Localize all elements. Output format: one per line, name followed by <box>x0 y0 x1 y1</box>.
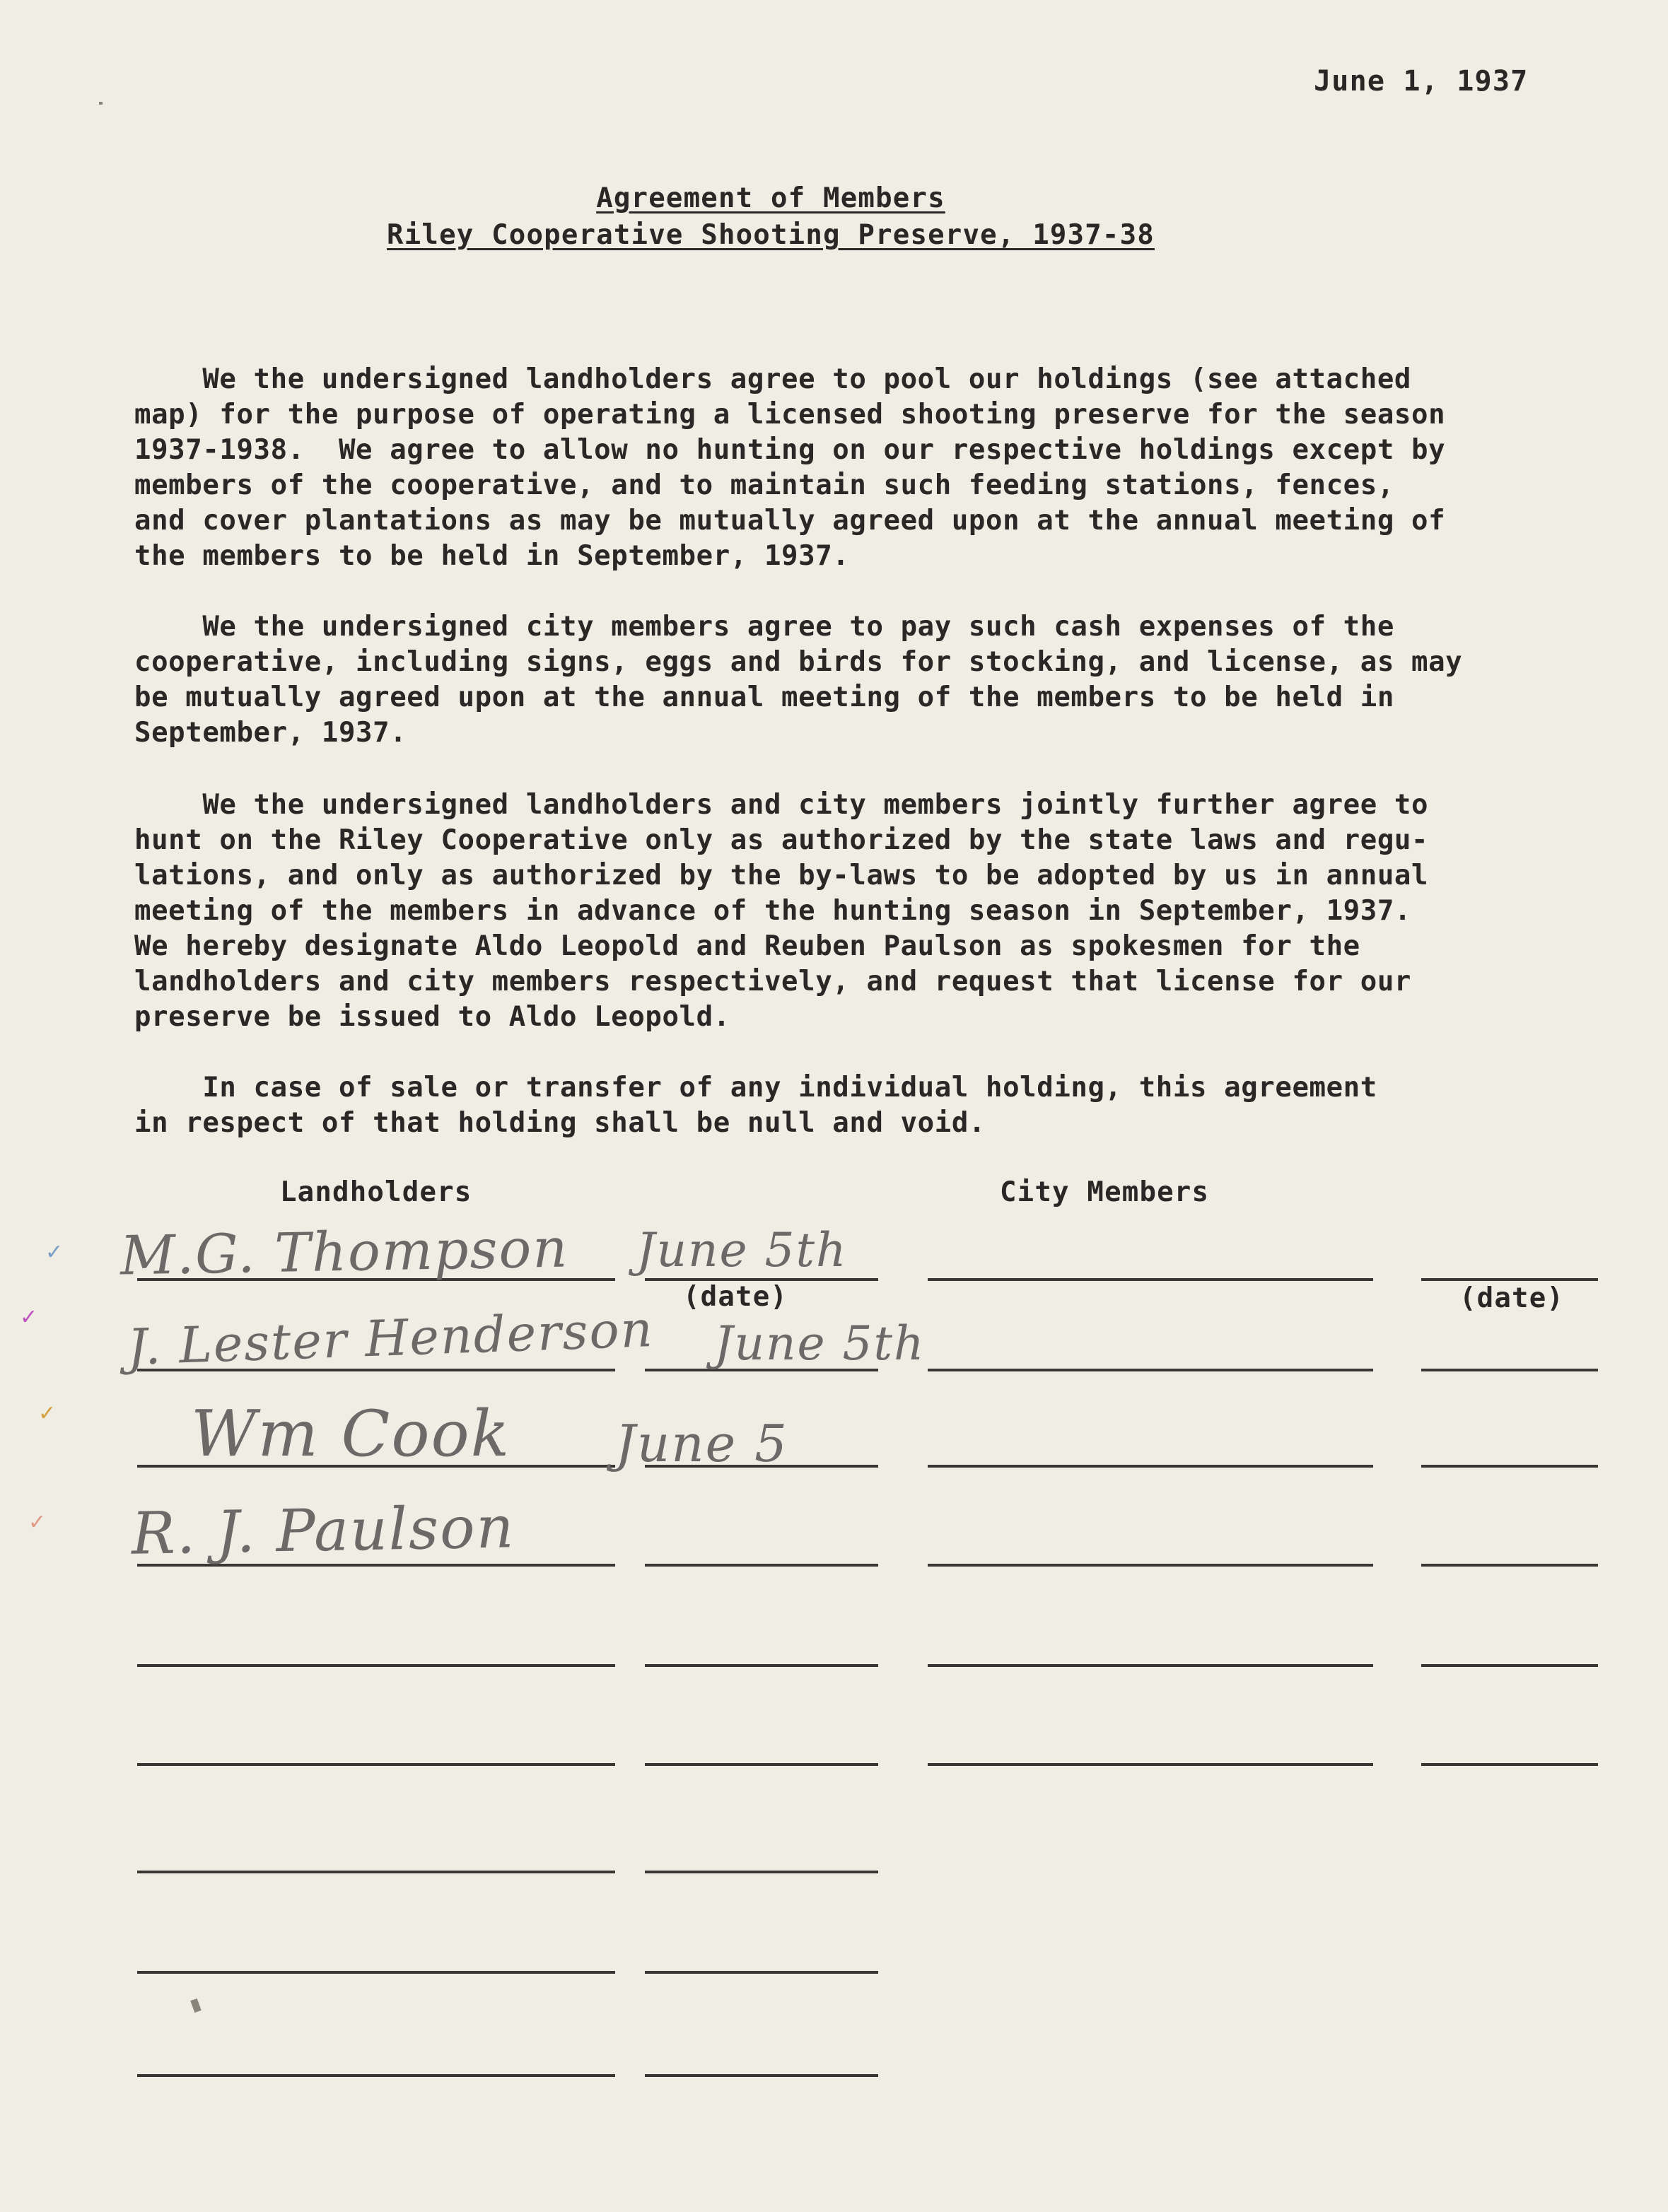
city-member-signature-line <box>928 1465 1373 1468</box>
landholder-signature-line <box>137 1871 615 1873</box>
landholder-date-line <box>645 1763 878 1766</box>
city-member-date-line <box>1421 1664 1598 1667</box>
document-date: June 1, 1937 <box>1314 65 1529 98</box>
landholder-date-line <box>645 1871 878 1873</box>
city-members-heading: City Members <box>1000 1176 1210 1208</box>
city-member-signature-line <box>928 1664 1373 1667</box>
city-members-date-label: (date) <box>1459 1282 1565 1314</box>
city-member-date-line <box>1421 1763 1598 1766</box>
city-member-signature-line <box>928 1369 1373 1371</box>
city-member-signature-line <box>928 1763 1373 1766</box>
landholders-date-label: (date) <box>683 1281 788 1313</box>
paragraph-landholders: We the undersigned landholders agree to pool our holdings (see attached map) for the purpose of operating a licensed shooting preserve for the season 1937-1938. We agree to allow no hunting on our respective holdings except by members of the cooperative, and to maintain such feeding stations, fences, and cover plantations as may be mutually agreed upon at the annual meeting of the members to be held in September, 1937. <box>134 363 1446 572</box>
landholder-date-line <box>645 1664 878 1667</box>
signature-henderson: J. Lester Henderson <box>126 1300 655 1376</box>
check-mark-icon: ✓ <box>20 1305 38 1330</box>
landholder-date-line <box>645 1278 878 1281</box>
signature-date-thompson: June 5th <box>636 1223 848 1277</box>
landholder-signature-line <box>137 1664 615 1667</box>
paragraph-sale-transfer: In case of sale or transfer of any individual holding, this agreement in respect of that holding shall be null and void. <box>134 1072 1377 1139</box>
paper-speck <box>99 102 103 105</box>
city-member-date-line <box>1421 1564 1598 1567</box>
city-member-date-line <box>1421 1369 1598 1371</box>
city-member-date-line <box>1421 1278 1598 1281</box>
landholder-date-line <box>645 2074 878 2077</box>
city-member-signature-line <box>928 1278 1373 1281</box>
title-line-2: Riley Cooperative Shooting Preserve, 1937-38 <box>387 219 1155 251</box>
paper-speck <box>190 1999 202 2013</box>
title-line-1: Agreement of Members <box>596 182 945 214</box>
check-mark-icon: ✓ <box>45 1240 64 1265</box>
paragraph-joint-agreement: We the undersigned landholders and city members jointly further agree to hunt on the Riley Cooperative only as authorized by the state laws and regu- lations, and only as authorized by the by-laws to be adopted by us in annual meeting of the members in advance of the hunting season in September, 1937. We hereby designate Aldo Leopold and Reuben Paulson as spokesmen for the landholders and city members respectively, and request that license for our preserve be issued to Aldo Leopold. <box>134 789 1429 1033</box>
paragraph-city-members: We the undersigned city members agree to pay such cash expenses of the cooperative, including signs, eggs and birds for stocking, and license, as may be mutually agreed upon at the annual meeting of the members to be held in September, 1937. <box>134 611 1463 749</box>
landholder-signature-line <box>137 1763 615 1766</box>
signature-thompson: M.G. Thompson <box>119 1216 569 1287</box>
landholder-signature-line <box>137 1971 615 1974</box>
landholder-date-line <box>645 1564 878 1567</box>
landholder-signature-line <box>137 2074 615 2077</box>
check-mark-icon: ✓ <box>38 1401 57 1426</box>
signature-date-cook: June 5 <box>615 1414 788 1473</box>
city-member-signature-line <box>928 1564 1373 1567</box>
landholders-heading: Landholders <box>280 1176 472 1208</box>
check-mark-icon: ✓ <box>28 1510 47 1535</box>
city-member-date-line <box>1421 1465 1598 1468</box>
signature-date-henderson: June 5th <box>714 1316 926 1371</box>
signature-cook: Wm Cook <box>191 1397 511 1471</box>
landholder-date-line <box>645 1971 878 1974</box>
signature-paulson: R. J. Paulson <box>131 1494 515 1568</box>
